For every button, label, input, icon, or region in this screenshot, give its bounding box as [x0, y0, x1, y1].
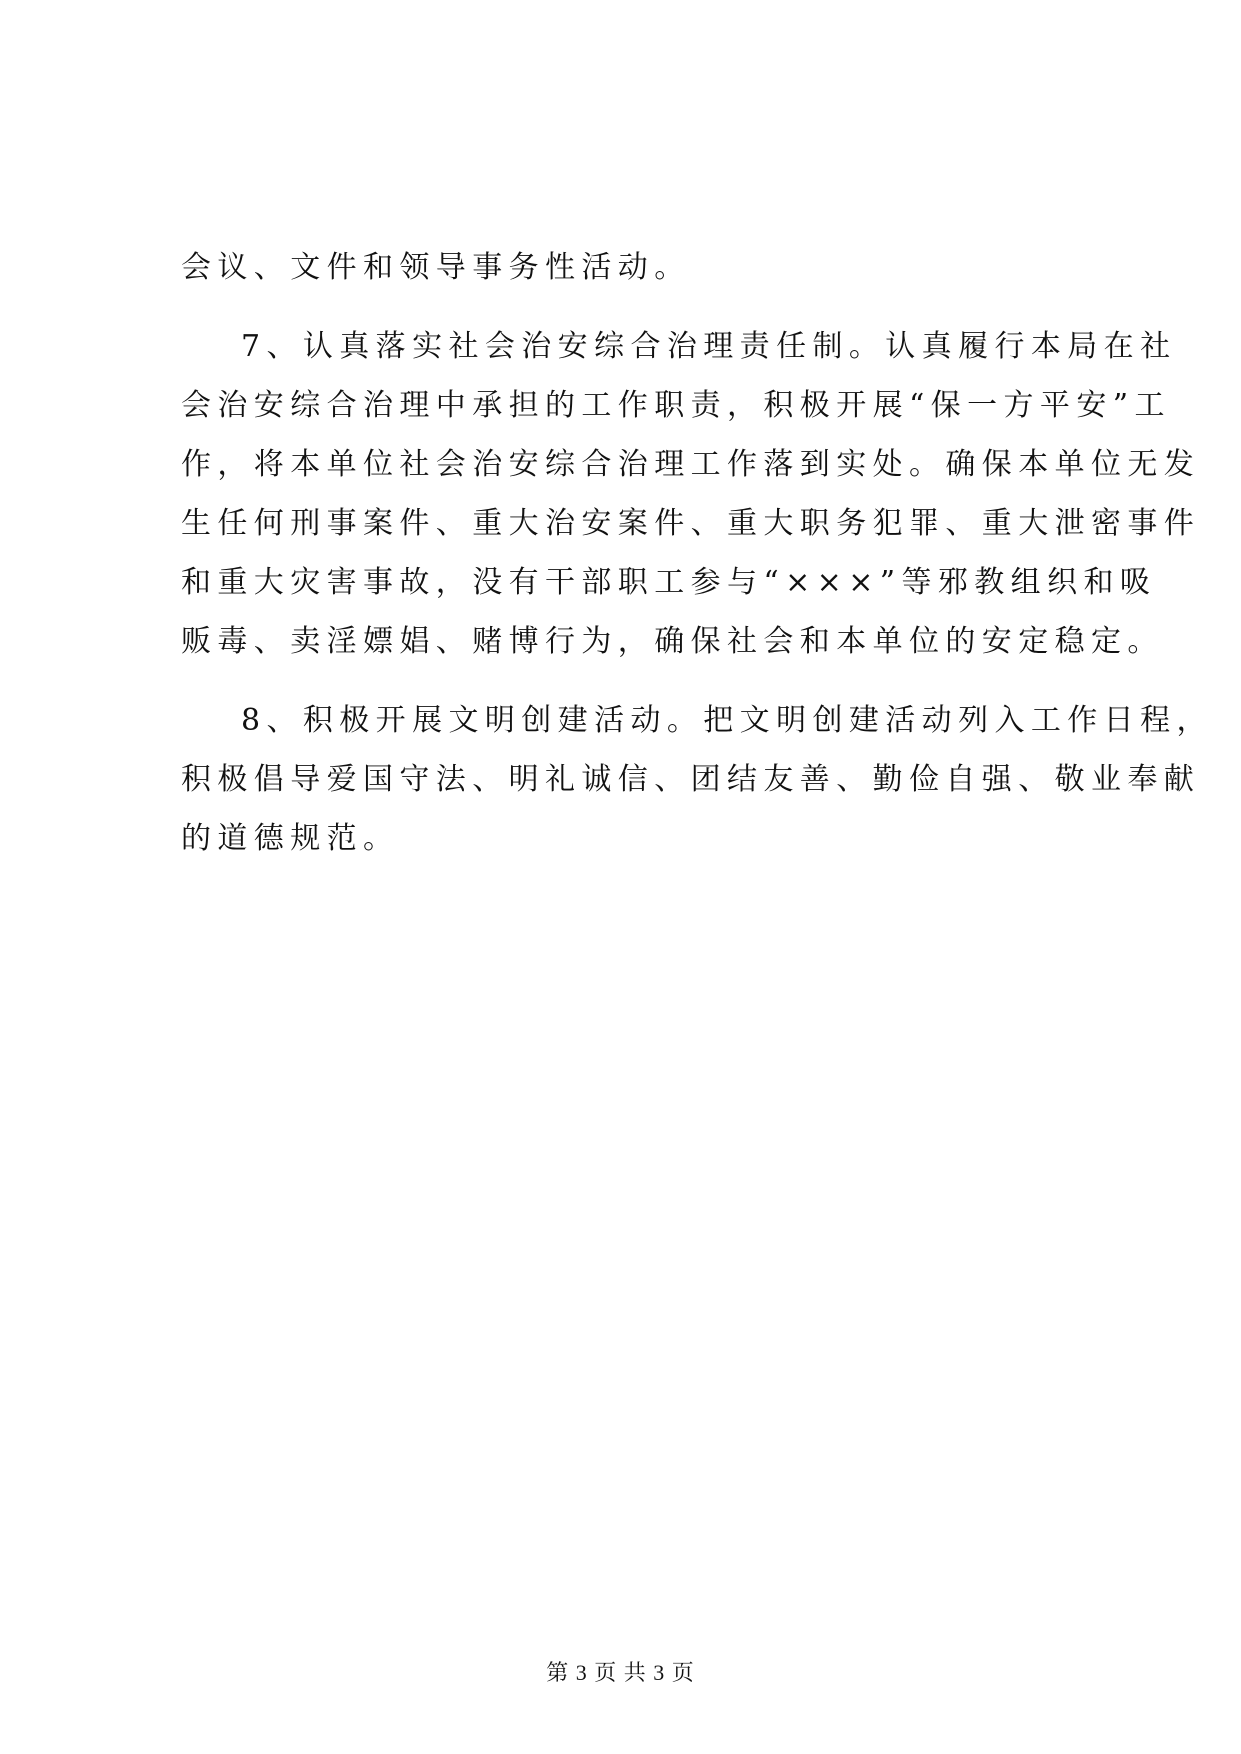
text-line: 8、积极开展文明创建活动。把文明创建活动列入工作日程，	[241, 703, 1213, 738]
page-footer: 第 3 页 共 3 页	[546, 1660, 695, 1685]
document-body	[181, 238, 1213, 868]
text-line: 的道德规范。	[181, 821, 400, 856]
text-line: 作，将本单位社会治安综合治理工作落到实处。确保本单位无发	[181, 447, 1201, 482]
text-line: 会议、文件和领导事务性活动。	[181, 250, 691, 285]
text-line: 积极倡导爱国守法、明礼诚信、团结友善、勤俭自强、敬业奉献	[181, 762, 1201, 797]
paragraph-spacer	[181, 671, 1101, 691]
text-line: 和重大灾害事故，没有干部职工参与“×××”等邪教组织和吸	[181, 565, 1157, 600]
paragraph-spacer	[181, 297, 1101, 317]
text-line: 贩毒、卖淫嫖娼、赌博行为，确保社会和本单位的安定稳定。	[181, 624, 1164, 659]
text-line: 生任何刑事案件、重大治安案件、重大职务犯罪、重大泄密事件	[181, 506, 1201, 541]
text-line: 会治安综合治理中承担的工作职责，积极开展“保一方平安”工	[181, 388, 1171, 423]
text-line: 7、认真落实社会治安综合治理责任制。认真履行本局在社	[241, 329, 1177, 364]
